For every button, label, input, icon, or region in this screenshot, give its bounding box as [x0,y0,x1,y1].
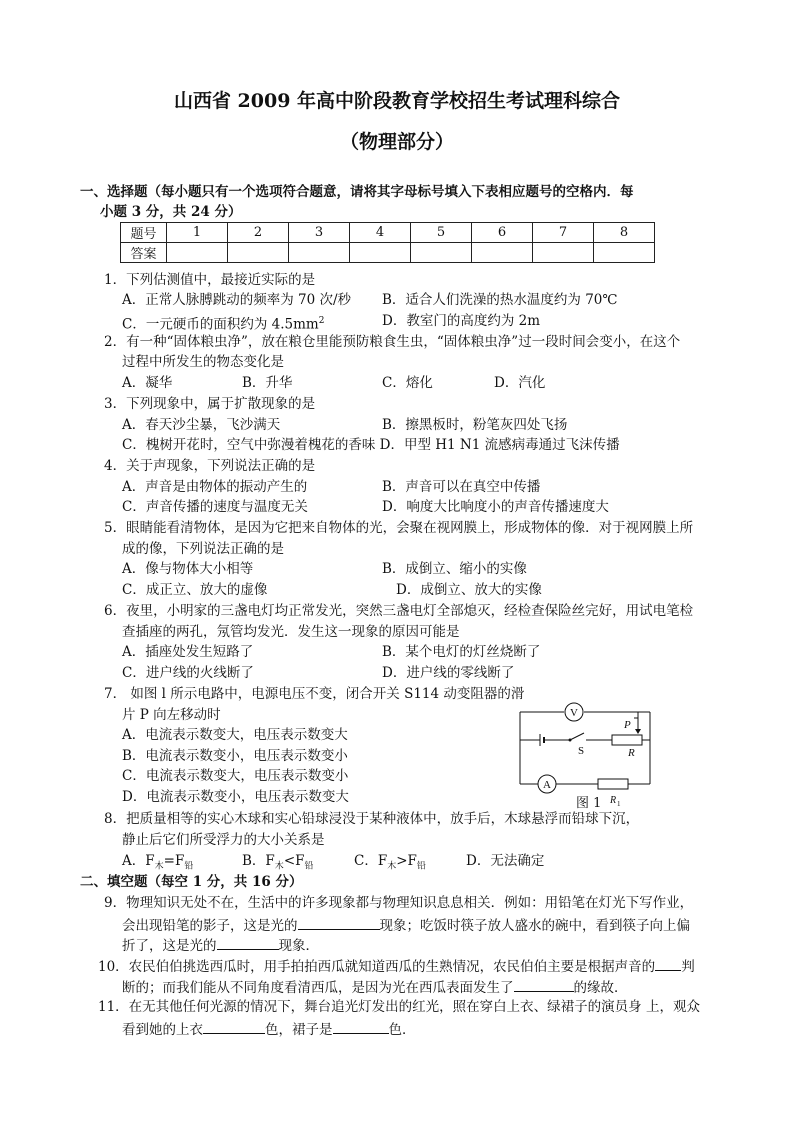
table-cell: 8 [594,223,655,243]
answer-cell[interactable] [167,243,228,263]
table-cell: 3 [289,223,350,243]
page-subtitle: （物理部分） [339,131,454,153]
question-3-stem: 3．下列现象中，属于扩散现象的是 [104,396,316,412]
section-2-heading: 二、填空题（每空 1 分，共 16 分） [80,874,303,890]
table-cell: 7 [533,223,594,243]
question-5-option-d: D．成倒立、放大的实像 [396,582,542,598]
question-2-option-b: B．升华 [242,375,293,391]
table-cell: 1 [167,223,228,243]
section-1-heading-line1: 一、选择题（每小题只有一个选项符合题意，请将其字母标号填入下表相应题号的空格内．每 [80,184,634,200]
question-10-line1 [98,957,695,975]
option-sub: 木 [154,861,164,872]
answer-cell[interactable] [594,243,655,263]
answer-cell[interactable] [472,243,533,263]
question-3-option-cd: C．槐树开花时，空气中弥漫着槐花的香味 D．甲型 H1 N1 流感病毒通过飞沫传播 [122,437,620,453]
question-text: 看到她的上衣 [122,1022,203,1038]
answer-cell[interactable] [289,243,350,263]
question-text: 现象． [278,938,319,954]
question-4-option-c: C．声音传播的速度与温度无关 [122,499,308,515]
question-5-stem-line2: 成的像，下列说法正确的是 [122,541,284,557]
table-header-cell: 答案 [121,243,167,263]
question-4-option-a: A．声音是由物体的振动产生的 [122,479,308,495]
question-10-line2 [122,978,628,996]
question-6-option-a: A．插座处发生短路了 [122,644,254,660]
question-2-option-d: D．汽化 [494,375,546,391]
question-11-line2 [122,1020,416,1038]
question-8-stem-line1: 8．把质量相等的实心木球和实心铅球浸没于某种液体中，放手后，木球悬浮而铅球下沉， [104,811,640,827]
fill-blank[interactable] [333,1020,389,1034]
answer-cell[interactable] [411,243,472,263]
resistor-label-sub: 1 [617,800,621,808]
switch-lever [570,733,584,740]
slider-arrow [635,729,641,734]
question-4-option-b: B．声音可以在真空中传播 [382,479,541,495]
voltmeter-label: V [570,707,578,719]
question-7-option-c: C．电流表示数变大，电压表示数变小 [122,768,349,784]
question-6-option-b: B．某个电灯的灯丝烧断了 [382,644,541,660]
question-1-option-c-sup: 2 [318,316,325,326]
rheostat-symbol [612,735,642,745]
answer-cell[interactable] [533,243,594,263]
question-text: 10．农民伯伯挑选西瓜时，用手拍拍西瓜就知道西瓜的生熟情况，农民伯伯主要是根据声音的 [98,959,656,975]
option-sub: 铅 [416,861,426,872]
option-text: A．F [122,853,155,869]
question-8-option-d: D．无法确定 [466,853,545,869]
question-text: 现象；吃饭时筷子放人盛水的碗中，看到筷子向上偏 [379,918,690,934]
fill-blank[interactable] [217,936,279,950]
resistor-label: R [610,795,617,806]
question-1-option-c-text: C．一元硬币的面积约为 4.5mm [122,316,319,333]
table-row [121,223,655,243]
question-text: 色，裙子是 [265,1022,333,1038]
option-sub: 木 [274,861,284,872]
table-cell: 2 [228,223,289,243]
table-row [121,243,655,263]
question-text: 断的；而我们能从不同角度看清西瓜，是因为光在西瓜表面发生了 [122,980,514,996]
question-7-option-d: D．电流表示数变小，电压表示数变大 [122,789,349,805]
question-6-option-c: C．进户线的火线断了 [122,665,254,681]
option-sub: 木 [387,861,397,872]
option-text: <F [283,853,305,869]
question-9-line3 [122,936,319,954]
slider-label: P [624,719,631,731]
question-1-option-d: D．教室门的高度约为 2m [382,313,541,329]
question-1-option-c [122,313,324,333]
question-6-stem-line2: 查插座的两孔，氖管均发光．发生这一现象的原因可能是 [122,624,460,640]
question-1-option-b: B．适合人们洗澡的热水温度约为 70℃ [382,292,618,308]
answer-table [120,222,655,263]
question-7-option-a: A．电流表示数变大，电压表示数变大 [122,727,348,743]
question-4-option-d: D．响度大比响度小的声音传播速度大 [382,499,609,515]
question-5-option-a: A．像与物体大小相等 [122,561,254,577]
question-11-line1: 11．在无其他任何光源的情况下，舞台追光灯发出的红光，照在穿白上衣、绿裙子的演员身 上，观众 [98,999,700,1015]
question-text: 判 [681,959,695,975]
question-1-option-a: A．正常人脉膊跳动的频率为 70 次/秒 [122,292,352,308]
question-9-line2 [122,916,690,934]
question-6-option-d: D．进户线的零线断了 [382,665,515,681]
table-header-cell: 题号 [121,223,167,243]
answer-cell[interactable] [228,243,289,263]
question-2-stem-line1: 2．有一种“固体粮虫净”，放在粮仓里能预防粮食生虫，“固体粮虫净”过一段时间会变小，在这个 [104,334,681,350]
question-7-option-b: B．电流表示数变小，电压表示数变小 [122,748,348,764]
fill-blank[interactable] [514,978,574,992]
question-text: 的缘故． [573,980,628,996]
section-1-heading-line2: 小题 3 分，共 24 分） [100,204,242,220]
question-3-option-a: A．春天沙尘暴，飞沙满天 [122,417,281,433]
question-5-option-b: B．成倒立、缩小的实像 [382,561,527,577]
option-text: B．F [242,853,275,869]
question-3-option-b: B．擦黑板时，粉笔灰四处飞扬 [382,417,568,433]
switch-label: S [578,745,585,757]
question-8-option-b [242,853,314,875]
table-cell: 5 [411,223,472,243]
rheostat-label: R [628,747,635,759]
question-4-stem: 4．关于声现象，下列说法正确的是 [104,458,316,474]
question-6-stem-line1: 6．夜里，小明家的三盏电灯均正常发光，突然三盏电灯全部熄灭，经检查保险丝完好，用试电笔检 [104,603,694,619]
question-5-option-c: C．成正立、放大的虚像 [122,582,268,598]
table-cell: 6 [472,223,533,243]
question-text: 色． [388,1022,416,1038]
table-cell: 4 [350,223,411,243]
question-text: 会出现铅笔的影子，这是光的 [122,918,298,934]
answer-cell[interactable] [350,243,411,263]
option-sub: 铅 [184,861,194,872]
question-8-option-a [122,853,193,875]
option-text: =F [163,853,185,869]
ammeter-label: A [543,779,551,791]
question-5-stem-line1: 5．眼睛能看清物体，是因为它把来自物体的光，会聚在视网膜上，形成物体的像．对于视网膜上所 [104,520,694,536]
question-2-stem-line2: 过程中所发生的物态变化是 [122,354,284,370]
question-9-line1: 9．物理知识无处不在，生活中的许多现象都与物理知识息息相关．例如：用铅笔在灯光下写作业， [104,895,694,911]
question-7-stem-line1: 7． 如图 l 所示电路中，电源电压不变，闭合开关 S114 动变阻器的滑 [104,686,525,702]
resistor-symbol [598,779,628,789]
question-8-option-c [354,853,426,875]
question-7-stem-line2: 片 P 向左移动时 [122,707,221,723]
question-text: 折了，这是光的 [122,938,217,954]
question-8-stem-line2: 静止后它们所受浮力的大小关系是 [122,832,325,848]
fill-blank[interactable] [203,1020,265,1034]
option-text: >F [396,853,417,869]
fill-blank[interactable] [655,957,681,971]
option-sub: 铅 [304,861,314,872]
fill-blank[interactable] [298,916,380,930]
figure-caption: 图 1 [576,796,602,811]
page-title: 山西省 2009 年高中阶段教育学校招生考试理科综合 [173,90,621,112]
switch-contact [569,739,572,742]
question-2-option-c: C．熔化 [382,375,433,391]
question-1-stem: 1．下列估测值中，最接近实际的是 [104,272,316,288]
option-text: C．F [354,853,388,869]
question-2-option-a: A．凝华 [122,375,173,391]
